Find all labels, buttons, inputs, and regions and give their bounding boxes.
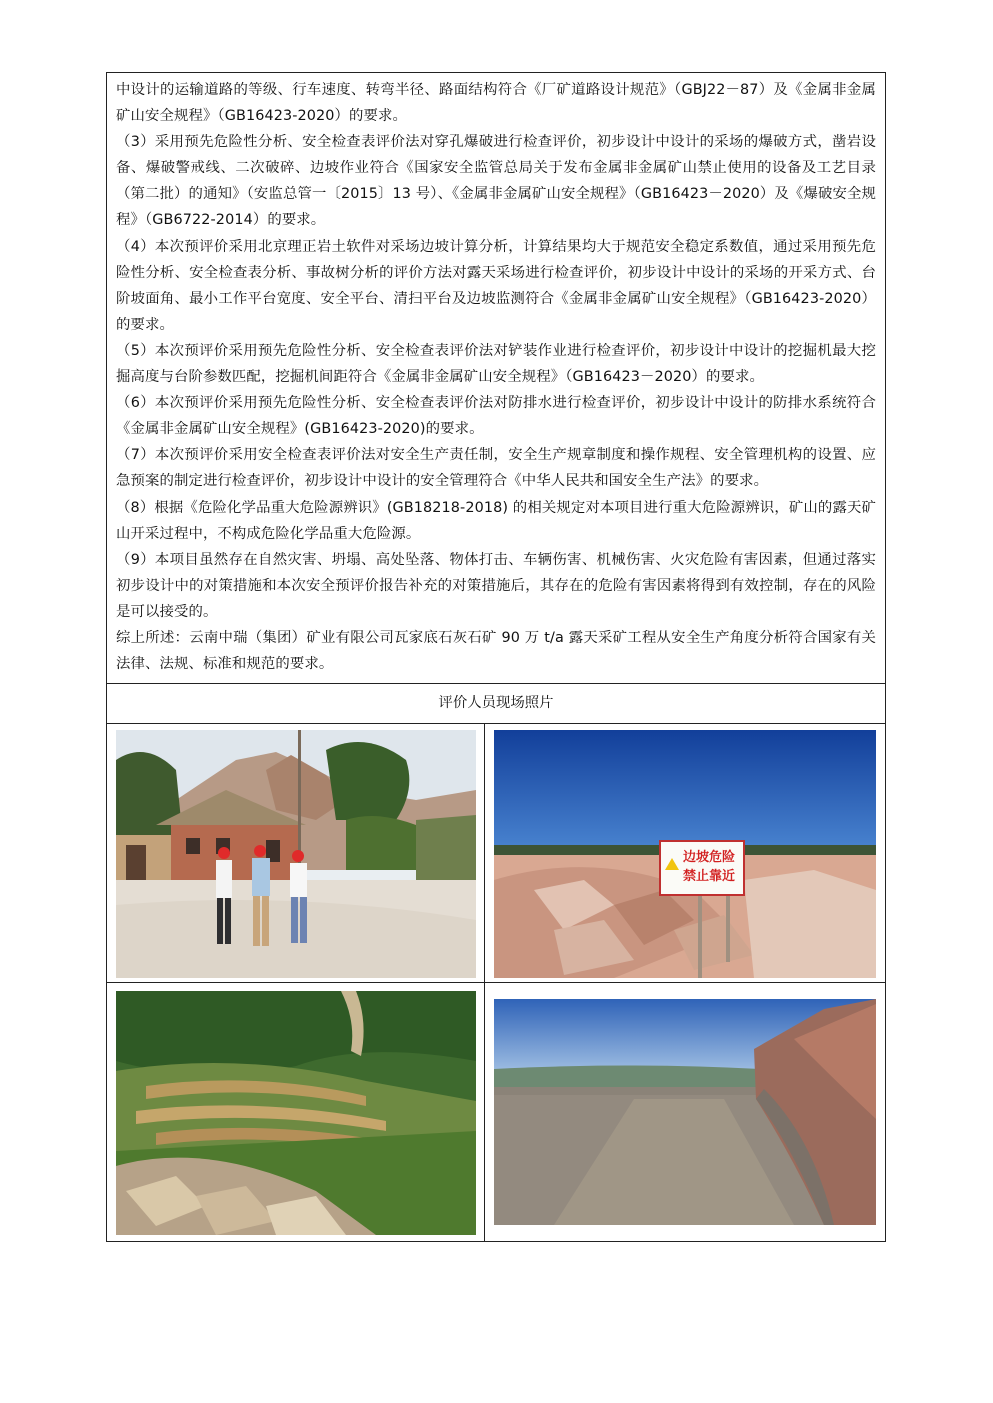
warning-sign-photo: [494, 730, 876, 978]
paragraph-transport: 中设计的运输道路的等级、行车速度、转弯半径、路面结构符合《厂矿道路设计规范》（GBJ22－87）及《金属非金属矿山安全规程》（GB16423-2020）的要求。: [116, 82, 876, 125]
photo-grid: [107, 723, 885, 1241]
paragraph-drainage: （6）本次预评价采用预先危险性分析、安全检查表评价法对防排水进行检查评价，初步设计中设计的防排水系统符合《金属非金属矿山安全规程》(GB16423-2020)的要求。: [116, 395, 876, 438]
photo-cell-haul-road: [485, 982, 885, 1241]
photo-section-title: 评价人员现场照片: [107, 683, 885, 723]
paragraph-blasting: （3）采用预先危险性分析、安全检查表评价法对穿孔爆破进行检查评价，初步设计中设计的采场的爆破方式，凿岩设备、爆破警戒线、二次破碎、边坡作业符合《国家安全监管总局关于发布金属非金属矿山禁止使用的设备及工艺目录（第二批）的通知》（安监总管一〔2015〕13 号）、《金属非金属矿山安全规程》（GB16423－2020）及《爆破安全规程》（GB6722-2014）的要求。: [116, 134, 876, 229]
warning-sign-line1: 边坡危险: [682, 850, 735, 866]
paragraph-risk: （9）本项目虽然存在自然灾害、坍塌、高处坠落、物体打击、车辆伤害、机械伤害、火灾危险有害因素，但通过落实初步设计中的对策措施和本次安全预评价报告补充的对策措施后，其存在的危险有害因素将得到有效控制，存在的风险是可以接受的。: [116, 551, 876, 620]
paragraph-management: （7）本次预评价采用安全检查表评价法对安全生产责任制，安全生产规章制度和操作规程、安全管理机构的设置、应急预案的制定进行检查评价，初步设计中设计的安全管理符合《中华人民共和国安全生产法》的要求。: [116, 447, 876, 490]
photo-cell-hillside: [107, 982, 485, 1241]
warning-sign-board: [659, 840, 745, 896]
site-staff-photo: [116, 730, 476, 978]
photo-cell-staff: [107, 724, 485, 982]
conclusion-text-cell: [107, 73, 885, 683]
haul-road-photo: [494, 999, 876, 1225]
paragraph-hazard-source: （8）根据《危险化学品重大危险源辨识》(GB18218-2018) 的相关规定对本项目进行重大危险源辨识，矿山的露天矿山开采过程中，不构成危险化学品重大危险源。: [116, 499, 876, 542]
paragraph-loading: （5）本次预评价采用预先危险性分析、安全检查表评价法对铲装作业进行检查评价，初步设计中设计的挖掘机最大挖掘高度与台阶参数匹配，挖掘机间距符合《金属非金属矿山安全规程》（GB16423－2020）的要求。: [116, 342, 876, 386]
warning-triangle-icon: [665, 858, 679, 870]
photo-cell-warning-sign: [485, 724, 885, 982]
paragraph-summary: 综上所述：云南中瑞（集团）矿业有限公司瓦家底石灰石矿 90 万 t/a 露天采矿工程从安全生产角度分析符合国家有关法律、法规、标准和规范的要求。: [116, 629, 876, 673]
warning-sign-line2: 禁止靠近: [682, 869, 735, 885]
evaluation-table: [106, 72, 886, 1242]
paragraph-slope: （4）本次预评价采用北京理正岩土软件对采场边坡计算分析，计算结果均大于规范安全稳定系数值，通过采用预先危险性分析、安全检查表分析、事故树分析的评价方法对露天采场进行检查评价，初步设计中设计的采场的开采方式、台阶坡面角、最小工作平台宽度、安全平台、清扫平台及边坡监测符合《金属非金属矿山安全规程》（GB16423-2020）的要求。: [116, 238, 876, 333]
hillside-photo: [116, 991, 476, 1235]
